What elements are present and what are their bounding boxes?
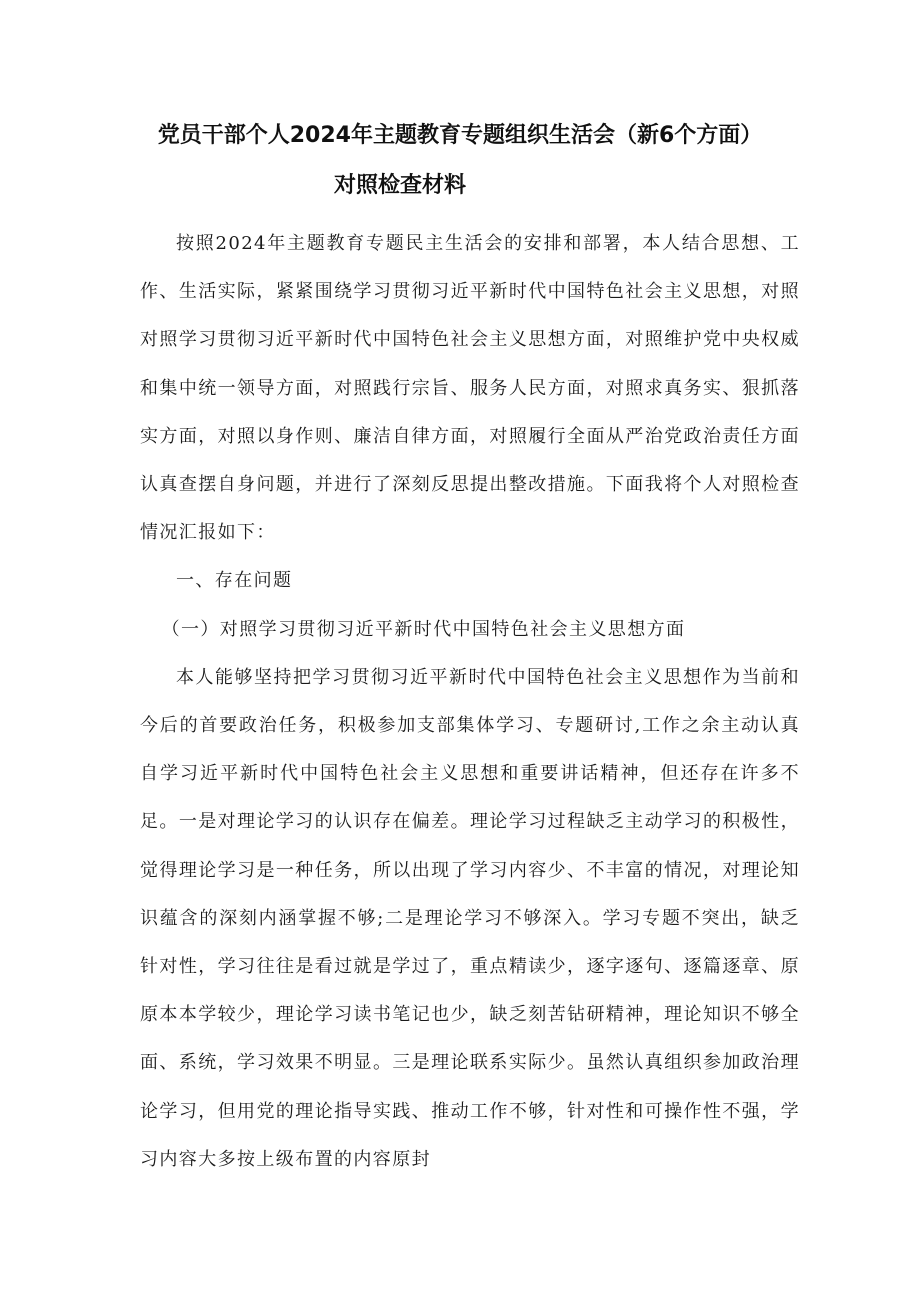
subsection-heading: （一）对照学习贯彻习近平新时代中国特色社会主义思想方面: [161, 618, 686, 640]
section-heading: 一、存在问题: [176, 570, 293, 592]
body-paragraph: 本人能够坚持把学习贯彻习近平新时代中国特色社会主义思想作为当前和今后的首要政治任务，积极参加支部集体学习、专题研讨,工作之余主动认真自学习近平新时代中国特色社会主义思想和重要讲话精神，但还存在许多不足。一是对理论学习的认识存在偏差。理论学习过程缺乏主动学习的积极性，觉得理论学习是一种任务，所以出现了学习内容少、不丰富的情况，对理论知识蕴含的深刻内涵掌握不够;二是理论学习不够深入。学习专题不突出，缺乏针对性，学习往往是看过就是学过了，重点精读少，逐字逐句、逐篇逐章、原原本本学较少，理论学习读书笔记也少，缺乏刻苦钻研精神，理论知识不够全面、系统，学习效果不明显。三是理论联系实际少。虽然认真组织参加政治理论学习，但用党的理论指导实践、推动工作不够，针对性和可操作性不强，学习内容大多按上级布置的内容原封: [140, 666, 800, 1170]
document-title-line-2: 对照检查材料: [333, 173, 466, 198]
intro-paragraph: 按照2024年主题教育专题民主生活会的安排和部署，本人结合思想、工作、生活实际，紧紧围绕学习贯彻习近平新时代中国特色社会主义思想，对照对照学习贯彻习近平新时代中国特色社会主义思想方面，对照维护党中央权威和集中统一领导方面，对照践行宗旨、服务人民方面，对照求真务实、狠抓落实方面，对照以身作则、廉洁自律方面，对照履行全面从严治党政治责任方面认真查摆自身问题，并进行了深刻反思提出整改措施。下面我将个人对照检查情况汇报如下：: [140, 233, 800, 544]
document-title-line-1: 党员干部个人2024年主题教育专题组织生活会（新6个方面）: [157, 123, 763, 148]
document-body: [140, 220, 800, 1184]
